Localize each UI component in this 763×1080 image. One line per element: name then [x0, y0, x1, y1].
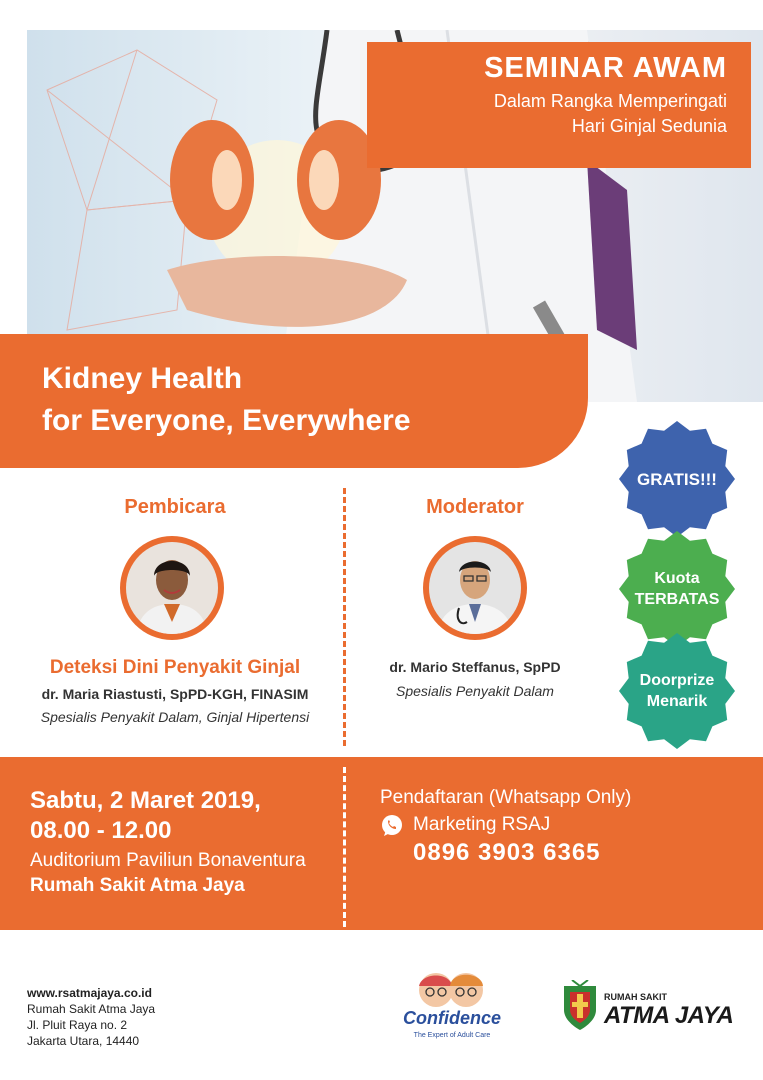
badge-free-label: GRATIS!!! [637, 469, 717, 489]
registration-contact: Marketing RSAJ [413, 814, 551, 835]
footer-address-line3: Jakarta Utara, 14440 [27, 1034, 140, 1048]
footer-address-line1: Rumah Sakit Atma Jaya [27, 1002, 156, 1016]
event-info-band [0, 757, 763, 930]
badge-quota-line1: Kuota [654, 570, 700, 587]
registration-phone: 0896 3903 6365 [413, 839, 601, 866]
speaker-heading: Pembicara [124, 496, 226, 518]
badge-quota-line2: TERBATAS [634, 591, 720, 608]
footer-address-line2: Jl. Pluit Raya no. 2 [27, 1018, 128, 1032]
moderator-heading: Moderator [426, 496, 524, 518]
badge-limited-quota [618, 530, 736, 648]
whatsapp-icon [380, 814, 404, 838]
seminar-header-box [367, 42, 751, 168]
footer-website[interactable]: www.rsatmajaya.co.id [27, 986, 152, 1000]
column-divider [343, 488, 346, 746]
event-date: Sabtu, 2 Maret 2019, [30, 787, 261, 814]
moderator-photo [423, 536, 527, 640]
badge-doorprize-line1: Doorprize [639, 672, 715, 689]
event-venue: Auditorium Paviliun Bonaventura [30, 850, 306, 871]
seminar-subtitle-line2: Hari Ginjal Sedunia [571, 116, 727, 136]
badge-doorprize [618, 632, 736, 750]
theme-banner [0, 334, 588, 468]
speaker-name: dr. Maria Riastusti, SpPD-KGH, FINASIM [41, 686, 309, 702]
moderator-name: dr. Mario Steffanus, SpPD [389, 659, 561, 675]
atma-jaya-small: RUMAH SAKIT [604, 992, 667, 1002]
atma-jaya-logo [560, 980, 746, 1036]
event-hospital: Rumah Sakit Atma Jaya [30, 875, 245, 896]
band-divider [343, 767, 346, 927]
confidence-name: Confidence [402, 1008, 501, 1028]
confidence-logo [392, 968, 512, 1050]
speaker-specialty: Spesialis Penyakit Dalam, Ginjal Hipertensi [40, 709, 310, 725]
theme-line2: for Everyone, Everywhere [42, 404, 411, 437]
seminar-title: SEMINAR AWAM [484, 52, 727, 84]
moderator-specialty: Spesialis Penyakit Dalam [396, 683, 554, 699]
theme-line1: Kidney Health [42, 362, 243, 395]
registration-label: Pendaftaran (Whatsapp Only) [380, 787, 632, 808]
speaker-topic: Deteksi Dini Penyakit Ginjal [49, 657, 301, 678]
seminar-subtitle-line1: Dalam Rangka Memperingati [493, 91, 727, 111]
badge-doorprize-line2: Menarik [646, 693, 708, 710]
event-time: 08.00 - 12.00 [30, 817, 172, 844]
badge-free [618, 420, 736, 538]
atma-jaya-big: ATMA JAYA [604, 1002, 734, 1029]
speaker-photo [120, 536, 224, 640]
confidence-tagline: The Expert of Adult Care [413, 1032, 491, 1039]
